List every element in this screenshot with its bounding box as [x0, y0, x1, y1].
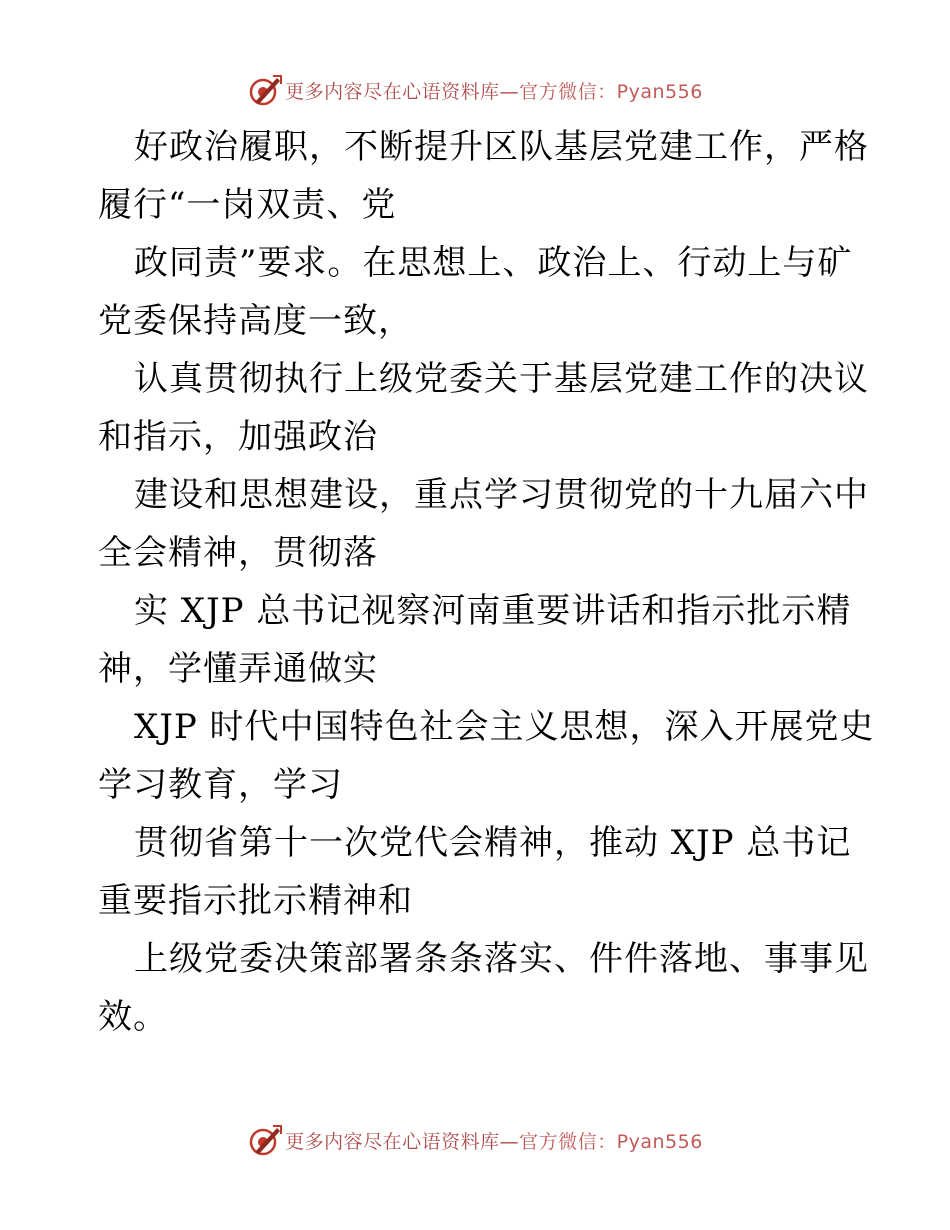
banner-wechat: 官方微信：Pyan556 [519, 80, 703, 103]
paragraph-line: 重要指示批示精神和 [98, 881, 413, 921]
banner-separator: — [499, 1130, 520, 1153]
paragraph-line: 学习教育，学习 [98, 765, 343, 805]
paragraph-line: 全会精神，贯彻落 [98, 533, 378, 573]
paragraph-line: 上级党委决策部署条条落实、件件落地、事事见 [134, 939, 869, 979]
quill-logo-icon [247, 72, 283, 108]
paragraph-line: 和指示，加强政治 [98, 417, 378, 457]
paragraph-line: 建设和思想建设，重点学习贯彻党的十九届六中 [134, 475, 869, 515]
paragraph-line: 好政治履职，不断提升区队基层党建工作，严格 [134, 127, 869, 167]
banner-separator: — [499, 80, 520, 103]
footer-banner [0, 1122, 950, 1158]
paragraph-line: 党委保持高度一致， [98, 301, 413, 341]
quill-logo-icon [247, 1122, 283, 1158]
paragraph-line: 贯彻省第十一次党代会精神，推动 XJP 总书记 [134, 823, 852, 863]
banner-title: 更多内容尽在心语资料库 [285, 1130, 500, 1153]
banner-title: 更多内容尽在心语资料库 [285, 80, 500, 103]
paragraph-line: 认真贯彻执行上级党委关于基层党建工作的决议 [134, 359, 869, 399]
banner-text [285, 77, 703, 104]
banner-wechat: 官方微信：Pyan556 [519, 1130, 703, 1153]
banner-text [285, 1127, 703, 1154]
paragraph-line: 实 XJP 总书记视察河南重要讲话和指示批示精 [134, 591, 852, 631]
paragraph-line: 效。 [98, 997, 168, 1037]
paragraph-line: XJP 时代中国特色社会主义思想，深入开展党史 [134, 707, 875, 747]
paragraph-line: 神，学懂弄通做实 [98, 649, 378, 689]
paragraph-line: 履行“一岗双责、党 [98, 185, 397, 225]
paragraph-line: 政同责”要求。在思想上、政治上、行动上与矿 [134, 243, 853, 283]
header-banner [0, 72, 950, 108]
